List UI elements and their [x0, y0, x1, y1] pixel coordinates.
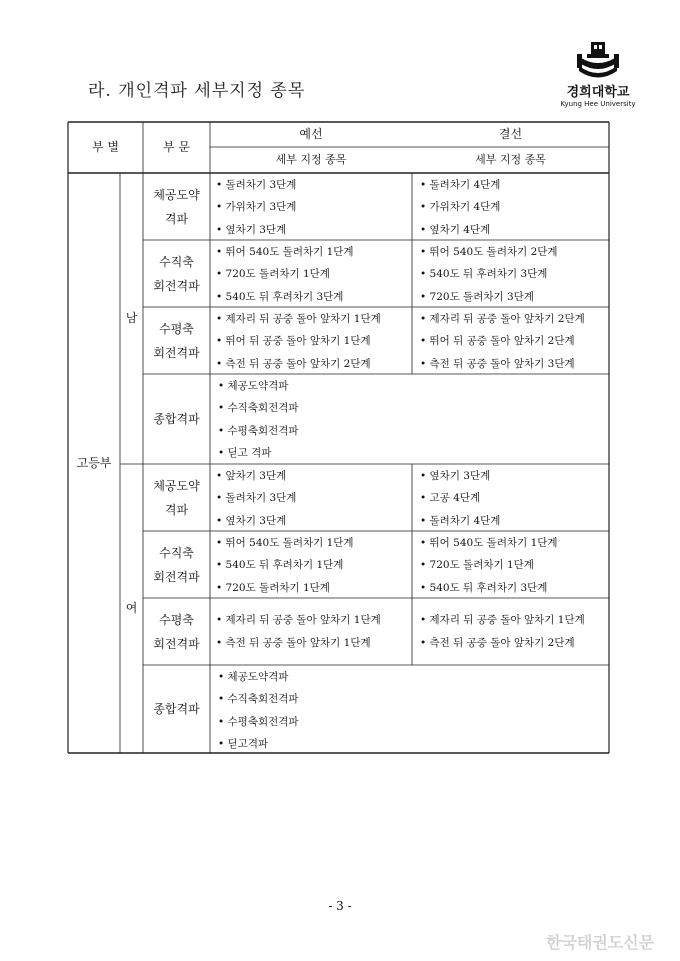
event-item: • 딛고 격파 — [218, 447, 272, 459]
event-item: • 540도 뒤 후려차기 3단계 — [216, 290, 344, 303]
event-item: • 옆차기 3단계 — [216, 223, 287, 236]
prelim-events-list — [216, 532, 354, 600]
event-item: • 720도 돌려차기 1단계 — [420, 559, 534, 571]
event-item: • 뛰어 540도 돌려차기 1단계 — [216, 245, 354, 258]
category-label-line: 수직축 — [159, 254, 194, 269]
event-item: • 측전 뒤 공중 돌아 앞차기 2단계 — [420, 636, 575, 649]
category-label — [143, 317, 210, 365]
watermark: 한국태권도신문 — [546, 933, 655, 952]
category-label — [143, 608, 210, 656]
combined-events-list — [218, 375, 299, 465]
header-final-sub: 세부 지정 종목 — [475, 153, 546, 166]
category-label-line: 체공도약 — [153, 478, 200, 493]
event-item: • 체공도약격파 — [218, 379, 289, 392]
prelim-events-list — [216, 308, 381, 376]
page-number: - 3 - — [328, 899, 352, 913]
event-item: • 옆차기 4단계 — [420, 223, 491, 236]
event-item: • 540도 뒤 후려차기 1단계 — [216, 559, 344, 571]
category-label — [143, 474, 210, 522]
category-label-line: 회전격파 — [153, 278, 200, 293]
event-item: • 뛰어 뒤 공중 돌아 앞차기 1단계 — [216, 335, 371, 347]
category-label-line: 회전격파 — [153, 636, 200, 651]
category-label-line: 종합격파 — [153, 412, 200, 426]
event-item: • 뛰어 뒤 공중 돌아 앞차기 2단계 — [420, 335, 575, 347]
header-final: 결선 — [498, 127, 523, 141]
category-label-line: 수평축 — [159, 612, 194, 627]
category-label-line: 격파 — [164, 502, 189, 517]
category-label — [143, 697, 210, 721]
category-label-line: 수평축 — [159, 321, 194, 336]
event-item: • 수직축회전격파 — [218, 693, 299, 705]
event-item: • 수평축회전격파 — [218, 424, 299, 437]
event-item: • 앞차기 3단계 — [216, 469, 287, 482]
category-label-line: 종합격파 — [153, 702, 200, 716]
event-item: • 뛰어 540도 돌려차기 1단계 — [420, 536, 558, 549]
event-item: • 가위차기 4단계 — [420, 201, 501, 213]
final-events-list — [420, 308, 585, 376]
event-item: • 수직축회전격파 — [218, 402, 299, 414]
prelim-events-list — [216, 609, 381, 654]
event-item: • 제자리 뒤 공중 돌아 앞차기 1단계 — [420, 614, 585, 626]
event-item: • 돌려차기 4단계 — [420, 178, 501, 191]
logo-english-name: Kyung Hee University — [560, 100, 636, 108]
category-label — [143, 183, 210, 231]
event-item: • 뛰어 540도 돌려차기 1단계 — [216, 536, 354, 549]
event-item: • 돌려차기 3단계 — [216, 178, 297, 191]
event-item: • 측전 뒤 공중 돌아 앞차기 1단계 — [216, 636, 371, 649]
logo-korean-name: 경희대학교 — [566, 85, 630, 100]
event-item: • 뛰어 540도 돌려차기 2단계 — [420, 245, 558, 258]
division-label: 고등부 — [76, 456, 112, 470]
header-division: 부 별 — [92, 140, 119, 154]
event-item: • 돌려차기 4단계 — [420, 514, 501, 527]
event-item: • 720도 돌려차기 3단계 — [420, 290, 534, 303]
gender-label: 여 — [125, 601, 138, 615]
final-events-list — [420, 174, 500, 242]
gender-label: 남 — [125, 311, 138, 325]
category-label-line: 격파 — [164, 211, 189, 226]
event-item: • 고공 4단계 — [420, 492, 481, 504]
section-heading: 라. 개인격파 세부지정 종목 — [88, 81, 306, 101]
category-label — [143, 250, 210, 298]
final-events-list — [420, 609, 585, 654]
event-item: • 옆차기 3단계 — [420, 469, 491, 482]
combined-events-list — [218, 666, 299, 756]
final-events-list — [420, 532, 558, 600]
event-item: • 가위차기 3단계 — [216, 201, 297, 213]
event-item: • 옆차기 3단계 — [216, 514, 287, 527]
final-events-list — [420, 465, 500, 533]
prelim-events-list — [216, 465, 296, 533]
category-label-line: 회전격파 — [153, 569, 200, 584]
event-item: • 돌려차기 3단계 — [216, 492, 297, 504]
category-label-line: 수직축 — [159, 545, 194, 560]
event-item: • 수평축회전격파 — [218, 715, 299, 728]
event-item: • 체공도약격파 — [218, 670, 289, 683]
event-item: • 제자리 뒤 공중 돌아 앞차기 2단계 — [420, 312, 585, 325]
event-item: • 720도 돌려차기 1단계 — [216, 268, 330, 280]
prelim-events-list — [216, 174, 296, 242]
event-item: • 540도 뒤 후려차기 3단계 — [420, 581, 548, 594]
category-label — [143, 407, 210, 431]
event-item: • 측전 뒤 공중 돌아 앞차기 2단계 — [216, 357, 371, 370]
category-label-line: 회전격파 — [153, 345, 200, 360]
header-category: 부 문 — [163, 140, 190, 154]
final-events-list — [420, 241, 558, 309]
prelim-events-list — [216, 241, 354, 309]
event-item: • 540도 뒤 후려차기 3단계 — [420, 268, 548, 280]
event-item: • 측전 뒤 공중 돌아 앞차기 3단계 — [420, 357, 575, 370]
event-item: • 제자리 뒤 공중 돌아 앞차기 1단계 — [216, 312, 381, 325]
header-prelim-sub: 세부 지정 종목 — [275, 153, 347, 166]
header-prelim: 예선 — [299, 127, 323, 141]
event-item: • 딛고격파 — [218, 738, 269, 750]
category-label — [143, 541, 210, 589]
category-label-line: 체공도약 — [153, 187, 200, 202]
event-item: • 720도 돌려차기 1단계 — [216, 581, 330, 594]
event-item: • 제자리 뒤 공중 돌아 앞차기 1단계 — [216, 614, 381, 626]
